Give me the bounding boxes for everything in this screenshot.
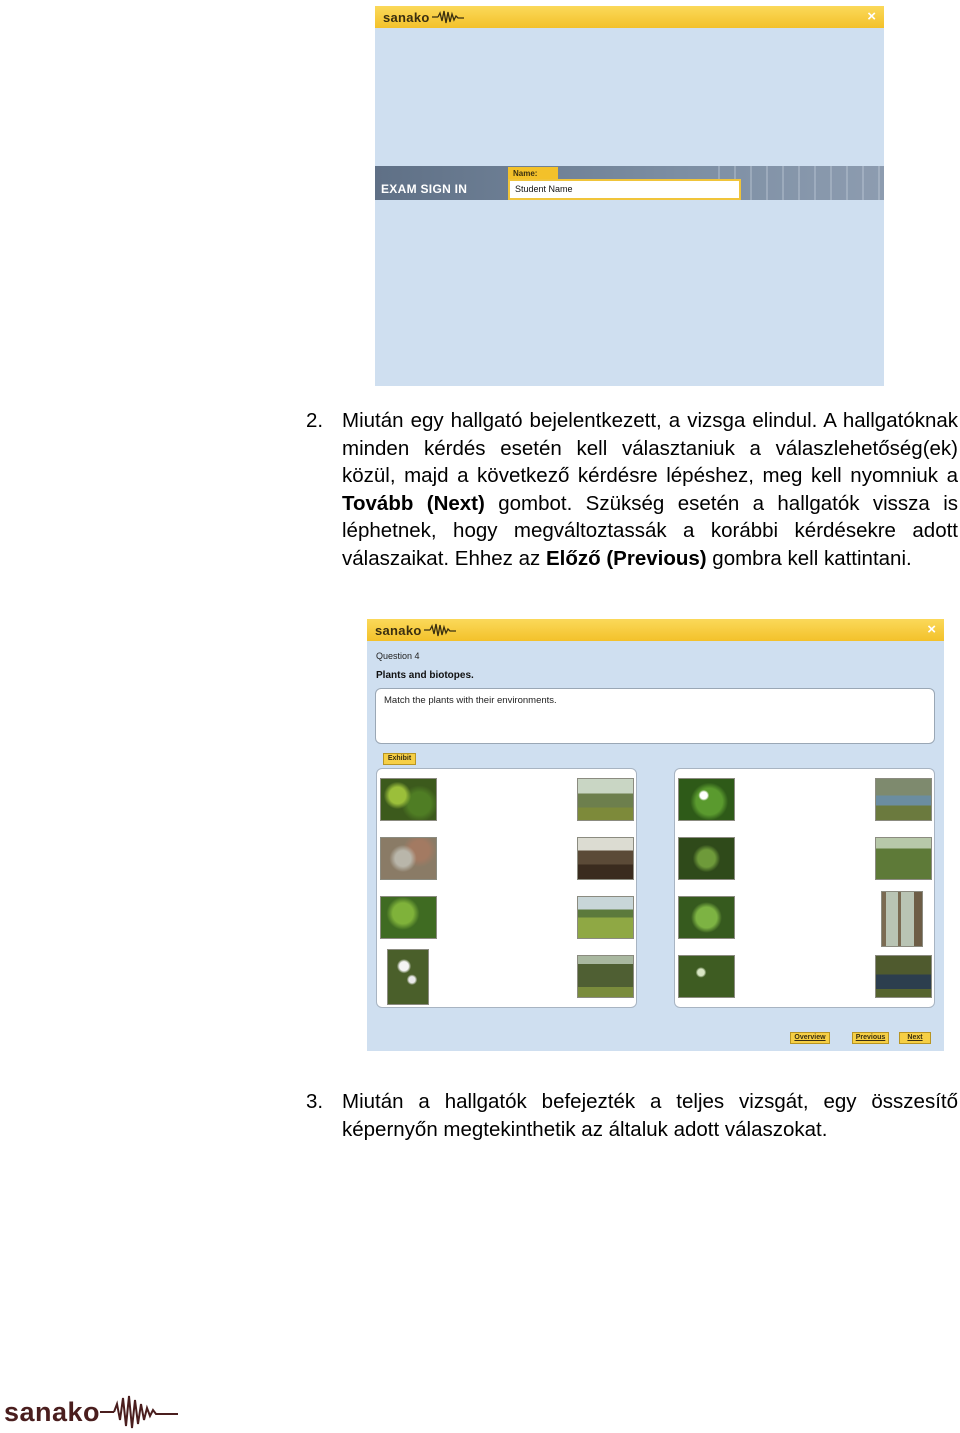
previous-button[interactable]: Previous bbox=[852, 1032, 889, 1044]
meadow-photo[interactable] bbox=[577, 896, 634, 939]
step-2-paragraph bbox=[306, 407, 958, 572]
text-run: Miután egy hallgató bejelentkezett, a vizsga elindul. A hallgatóknak minden kérdés esetén kell választaniuk a válaszlehetőség(ek) közül, majd a következő kérdésre lépéshez, meg kell nyomniuk a bbox=[342, 409, 958, 487]
sanako-logo: sanako bbox=[375, 622, 422, 638]
question-instruction: Match the plants with their environments. bbox=[384, 695, 557, 706]
title-bar bbox=[375, 6, 884, 28]
footer-logo bbox=[4, 1392, 178, 1432]
plants-panel bbox=[376, 768, 637, 1008]
plant-photo[interactable] bbox=[380, 896, 437, 939]
exhibit-button[interactable]: Exhibit bbox=[383, 753, 416, 765]
pond-photo[interactable] bbox=[875, 955, 932, 998]
forest-photo[interactable] bbox=[875, 837, 932, 880]
step-2-text bbox=[342, 407, 958, 572]
next-term: Tovább (Next) bbox=[342, 491, 485, 515]
question-number: Question 4 bbox=[376, 651, 420, 661]
tall-pine-photo[interactable] bbox=[881, 891, 923, 947]
name-label: Name: bbox=[508, 167, 558, 180]
name-input[interactable]: Student Name bbox=[508, 179, 741, 200]
question-instruction-box bbox=[375, 688, 935, 744]
plant-photo[interactable] bbox=[678, 837, 735, 880]
flower-photo[interactable] bbox=[387, 949, 429, 1005]
question-title: Plants and biotopes. bbox=[376, 670, 474, 681]
sanako-logo: sanako bbox=[383, 9, 430, 25]
close-icon[interactable]: × bbox=[927, 621, 936, 638]
swamp-photo[interactable] bbox=[875, 778, 932, 821]
overview-button[interactable]: Overview bbox=[790, 1032, 830, 1044]
title-bar bbox=[367, 619, 944, 641]
next-button[interactable]: Next bbox=[899, 1032, 931, 1044]
plant-photo[interactable] bbox=[678, 955, 735, 998]
exam-question-screenshot bbox=[367, 619, 944, 1051]
sound-wave-icon bbox=[424, 622, 456, 638]
signin-title: EXAM SIGN IN bbox=[381, 182, 468, 196]
step-number: 3. bbox=[306, 1090, 324, 1113]
close-icon[interactable]: × bbox=[867, 8, 876, 25]
text-run: gombra kell kattintani. bbox=[706, 546, 912, 570]
step-number: 2. bbox=[306, 409, 324, 432]
step-3-text: Miután a hallgatók befejezték a teljes vizsgát, egy összesítő képernyőn megtekinthetik az általuk adott válaszokat. bbox=[342, 1090, 958, 1141]
sound-wave-icon bbox=[432, 9, 464, 25]
sound-wave-icon bbox=[100, 1392, 178, 1432]
plant-photo[interactable] bbox=[380, 778, 437, 821]
environments-panel bbox=[674, 768, 935, 1008]
forest-photo[interactable] bbox=[577, 778, 634, 821]
exam-signin-screenshot bbox=[375, 6, 884, 386]
lichen-photo[interactable] bbox=[380, 837, 437, 880]
step-3-paragraph bbox=[306, 1088, 958, 1143]
previous-term: Előző (Previous) bbox=[545, 546, 707, 570]
pine-forest-photo[interactable] bbox=[577, 955, 634, 998]
bog-photo[interactable] bbox=[577, 837, 634, 880]
plant-photo[interactable] bbox=[678, 778, 735, 821]
sanako-logo: sanako bbox=[4, 1396, 101, 1427]
text-run: gombot. Szükség esetén a hallgatók vissza is léphetnek, hogy megváltoztassák a korábbi kérdésekre adott válaszaikat. Ehhez az bbox=[342, 491, 958, 570]
plant-photo[interactable] bbox=[678, 896, 735, 939]
